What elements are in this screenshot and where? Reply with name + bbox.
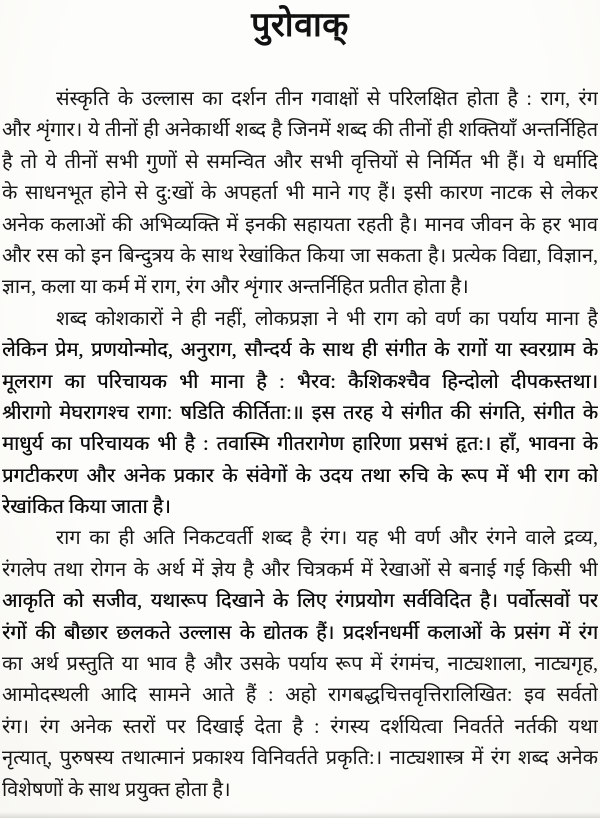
text-line: आकृति को सजीव, यथारूप दिखाने के लिए रंगप्रयोग सर्वविदित है। पर्वोत्सवों पर xyxy=(2,590,598,613)
text-line: प्रगटीकरण और अनेक प्रकार के संवेगों के उदय तथा रुचि के रूप में भी राग को xyxy=(2,464,598,487)
text-line: श्रीरागो मेघरागश्च रागा: षडिति कीर्तिता:॥ इस तरह ये संगीत की संगति, संगीत के xyxy=(2,401,598,424)
text-line: रंगों की बौछार छलकते उल्लास के द्योतक हैं। प्रदर्शनधर्मी कलाओं के प्रसंग में रंग xyxy=(2,621,598,644)
text-line: रंगलेप तथा रोगन के अर्थ में ज्ञेय है और चित्रकर्म में रेखाओं से बनाई गई किसी भी xyxy=(2,558,598,581)
text-line: लेकिन प्रेम, प्रणयोन्मोद, अनुराग, सौन्दर्य के साथ ही संगीत के रागों या स्वरग्राम के xyxy=(2,339,598,362)
text-line: और रस को इन बिन्दुत्रय के साथ रेखांकित किया जा सकता है। प्रत्येक विद्या, विज्ञान, xyxy=(2,244,598,267)
text-line: नृत्यात्, पुरुषस्य तथात्मानं प्रकाश्य विनिवर्तते प्रकृति:। नाट्यशास्त्र में रंग शब्द अनेक xyxy=(2,747,598,770)
text-line: माधुर्य का परिचायक भी है : तवास्मि गीतरागेण हारिणा प्रसभं हृत:। हाँ, भावना के xyxy=(2,433,598,456)
text-line: के साधनभूत होने से दु:खों के अपहर्ता भी माने गए हैं। इसी कारण नाटक से लेकर xyxy=(2,182,598,205)
text-line: है तो ये तीनों सभी गुणों से समन्वित और सभी वृत्तियों से निर्मित भी हैं। ये धर्मादि xyxy=(2,150,598,173)
text-line: रेखांकित किया जाता है। xyxy=(2,496,171,519)
text-line: और शृंगार। ये तीनों ही अनेकार्थी शब्द है जिनमें शब्द की तीनों ही शक्तियाँ अन्तर्निहित xyxy=(2,119,598,142)
scan-edge-shadow xyxy=(0,812,600,818)
text-line: अनेक कलाओं की अभिव्यक्ति में इनकी सहायता रहती है। मानव जीवन के हर भाव xyxy=(2,213,598,236)
body-text xyxy=(2,84,598,806)
text-line: राग का ही अति निकटवर्ती शब्द है रंग। यह भी वर्ण और रंगने वाले द्रव्य, xyxy=(56,527,598,550)
text-line: संस्कृति के उल्लास का दर्शन तीन गवाक्षों से परिलक्षित होता है : राग, रंग xyxy=(56,88,598,110)
text-line: शब्द कोशकारों ने ही नहीं, लोकप्रज्ञा ने भी राग को वर्ण का पर्याय माना है xyxy=(56,307,598,330)
page-title: पुरोवाक् xyxy=(251,7,349,44)
text-line: विशेषणों के साथ प्रयुक्त होता है। xyxy=(2,778,231,801)
text-line: ज्ञान, कला या कर्म में राग, रंग और शृंगार अन्तर्निहित प्रतीत होता है। xyxy=(2,276,469,299)
text-line: का अर्थ प्रस्तुति या भाव है और उसके पर्याय रूप में रंगमंच, नाट्यशाला, नाट्यगृह, xyxy=(2,653,598,676)
text-line: रंग। रंग अनेक स्तरों पर दिखाई देता है : रंगस्य दर्शयित्वा निवर्तते नर्तकी यथा xyxy=(2,715,598,738)
text-line: आमोदस्थली आदि सामने आते हैं : अहो रागबद्धचित्तवृत्तिरालिखित: इव सर्वतो xyxy=(2,684,598,707)
text-line: मूलराग का परिचायक भी माना है : भैरव: कैशिकश्चैव हिन्दोलो दीपकस्तथा। xyxy=(2,370,598,393)
